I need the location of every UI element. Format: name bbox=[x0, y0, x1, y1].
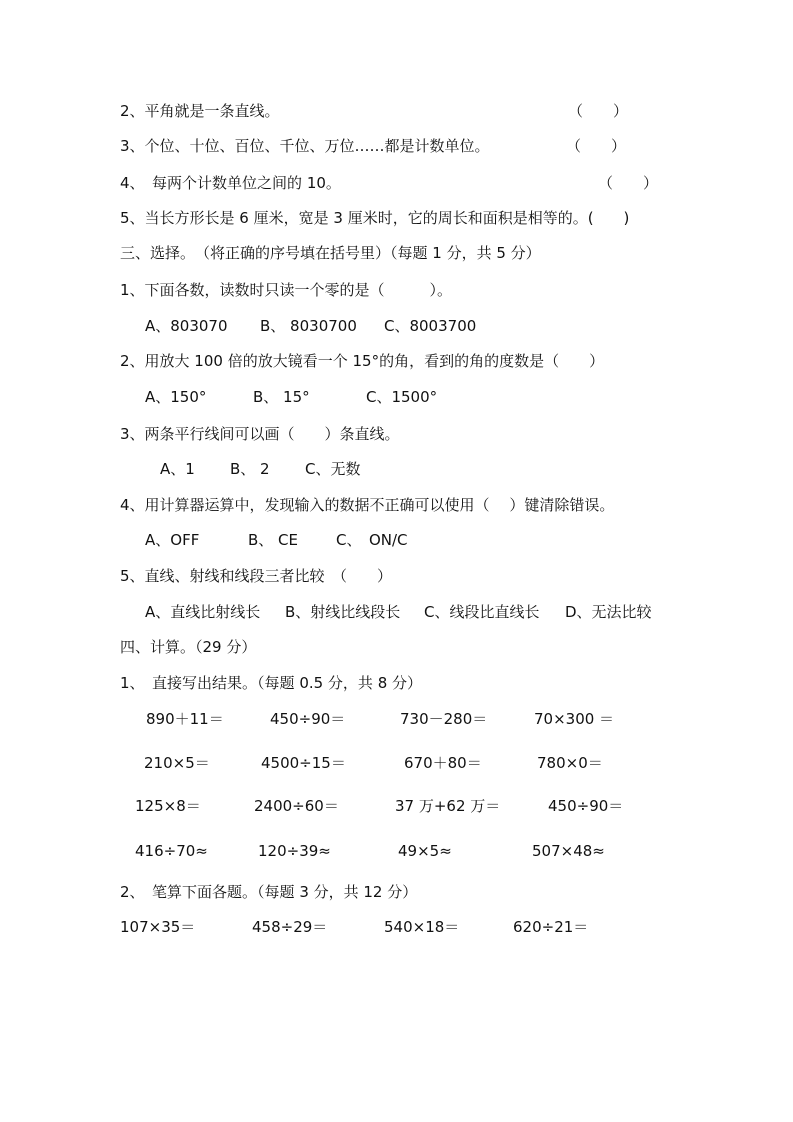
calc-item: 2400÷60＝ bbox=[254, 797, 339, 815]
calc-item: 70×300 ＝ bbox=[534, 710, 615, 728]
calc-item: 120÷39≈ bbox=[258, 842, 331, 860]
choice-q4-option-a: A、OFF bbox=[145, 531, 200, 549]
calc-item: 458÷29＝ bbox=[252, 918, 328, 936]
calc-item: 507×48≈ bbox=[532, 842, 605, 860]
calc-item: 4500÷15＝ bbox=[261, 754, 346, 772]
choice-q1-option-c: C、8003700 bbox=[384, 317, 477, 335]
choice-q5-option-d: D、无法比较 bbox=[565, 603, 652, 621]
calc-part1-title: 1、 直接写出结果。（每题 0.5 分，共 8 分） bbox=[120, 674, 423, 692]
calc-item: 49×5≈ bbox=[398, 842, 452, 860]
calc-item: 890＋11＝ bbox=[146, 710, 224, 728]
calc-heading: 四、计算。（29 分） bbox=[120, 638, 257, 656]
judge-q2-bracket: （ ） bbox=[568, 102, 629, 120]
calc-item: 107×35＝ bbox=[120, 918, 196, 936]
calc-item: 125×8＝ bbox=[135, 797, 201, 815]
choice-q2-option-b: B、 15° bbox=[253, 388, 310, 406]
choice-q1: 1、下面各数，读数时只读一个零的是（ ）。 bbox=[120, 281, 453, 299]
choice-q3-option-b: B、 2 bbox=[230, 460, 270, 478]
choice-q5-option-c: C、线段比直线长 bbox=[424, 603, 540, 621]
choice-q2: 2、用放大 100 倍的放大镜看一个 15°的角，看到的角的度数是（ ） bbox=[120, 352, 605, 370]
choice-q5: 5、直线、射线和线段三者比较 （ ） bbox=[120, 567, 393, 585]
choice-q4-option-c: C、 ON/C bbox=[336, 531, 408, 549]
choice-q4: 4、用计算器运算中，发现输入的数据不正确可以使用（ ）键清除错误。 bbox=[120, 496, 615, 514]
judge-q4-bracket: （ ） bbox=[598, 174, 659, 192]
choice-q1-option-a: A、803070 bbox=[145, 317, 228, 335]
choice-q3-option-a: A、1 bbox=[160, 460, 195, 478]
calc-item: 416÷70≈ bbox=[135, 842, 208, 860]
choice-q1-option-b: B、 8030700 bbox=[260, 317, 357, 335]
calc-item: 210×5＝ bbox=[144, 754, 210, 772]
choice-heading: 三、选择。 （将正确的序号填在括号里）（每题 1 分，共 5 分） bbox=[120, 244, 541, 262]
choice-q5-option-a: A、直线比射线长 bbox=[145, 603, 261, 621]
choice-q3-option-c: C、无数 bbox=[305, 460, 361, 478]
calc-item: 450÷90＝ bbox=[548, 797, 624, 815]
choice-q5-option-b: B、射线比线段长 bbox=[285, 603, 401, 621]
calc-item: 450÷90＝ bbox=[270, 710, 346, 728]
calc-item: 37 万+62 万＝ bbox=[395, 797, 501, 815]
judge-q3: 3、个位、十位、百位、千位、万位……都是计数单位。 bbox=[120, 137, 490, 155]
calc-item: 730－280＝ bbox=[400, 710, 488, 728]
choice-q4-option-b: B、 CE bbox=[248, 531, 299, 549]
judge-q5: 5、当长方形长是 6 厘米，宽是 3 厘米时，它的周长和面积是相等的。( ) bbox=[120, 209, 630, 227]
judge-q2: 2、平角就是一条直线。 bbox=[120, 102, 280, 120]
calc-item: 540×18＝ bbox=[384, 918, 460, 936]
judge-q4: 4、 每两个计数单位之间的 10。 bbox=[120, 174, 341, 192]
calc-item: 670＋80＝ bbox=[404, 754, 482, 772]
choice-q2-option-c: C、1500° bbox=[366, 388, 438, 406]
calc-item: 620÷21＝ bbox=[513, 918, 589, 936]
choice-q3: 3、两条平行线间可以画（ ）条直线。 bbox=[120, 425, 400, 443]
calc-part2-title: 2、 笔算下面各题。（每题 3 分，共 12 分） bbox=[120, 883, 418, 901]
calc-item: 780×0＝ bbox=[537, 754, 603, 772]
judge-q3-bracket: （ ） bbox=[566, 137, 627, 155]
choice-q2-option-a: A、150° bbox=[145, 388, 207, 406]
